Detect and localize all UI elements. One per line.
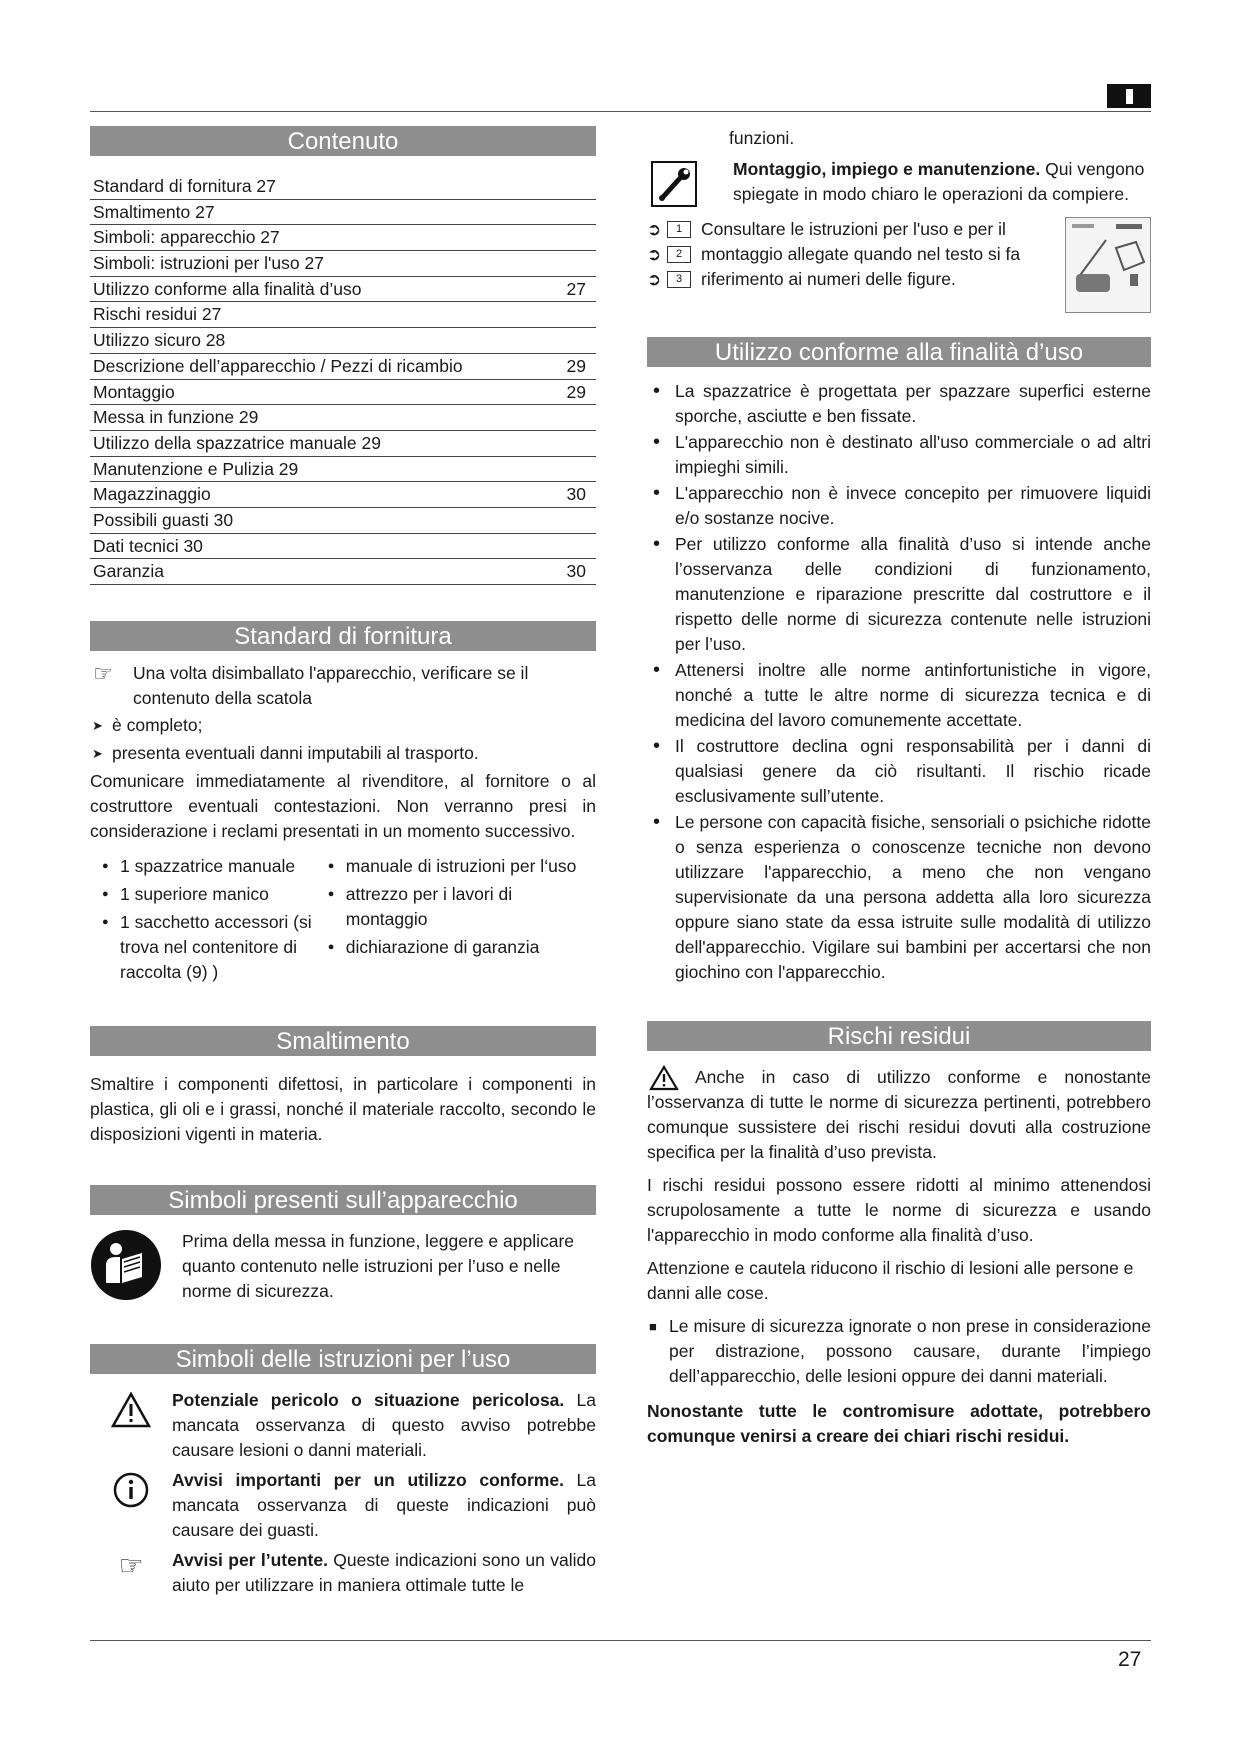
user-symbol-text <box>172 1548 596 1598</box>
device-symbol-row <box>90 1229 596 1308</box>
supply-heading: Standard di fornitura <box>90 621 596 651</box>
figure-reference-text: riferimento ai numeri delle figure. <box>701 269 956 289</box>
supply-items-left <box>102 854 328 988</box>
toc-page: 27 <box>566 278 586 299</box>
toc-label: Magazzinaggio <box>93 484 211 505</box>
list-item: • Attenersi inoltre alle norme antinfortunistiche in vigore, nonché a tutte le altre norme di sicurezza tecnica e di medicina del lavoro comunemente accettate. <box>647 658 1151 733</box>
pointing-hand-icon: ☞ <box>93 661 113 686</box>
supply-check-list <box>90 713 596 766</box>
toc-label: Messa in funzione 29 <box>93 407 259 428</box>
toc-row <box>90 328 596 354</box>
figure-references <box>647 217 1151 313</box>
figure-reference-line <box>647 267 1065 292</box>
arrow-icon: ➲ <box>647 220 662 239</box>
toc-row <box>90 251 596 277</box>
wrench-icon <box>647 157 733 207</box>
danger-text: La mancata osservanza di questo avviso potrebbe causare lesioni o danni materiali. <box>172 1390 596 1460</box>
toc-page <box>586 200 594 225</box>
table-of-contents <box>90 174 596 585</box>
device-symbol-text: Prima della messa in funzione, leggere e applicare quanto contenuto nelle istruzioni per l’uso e nelle norme di sicurezza. <box>182 1231 575 1301</box>
list-item: ● 1 superiore manico <box>102 882 328 907</box>
toc-page: 29 <box>566 355 586 376</box>
assembly-symbol-row <box>647 157 1151 207</box>
manual-thumbnail-image <box>1065 217 1151 313</box>
intended-use-list <box>647 379 1151 985</box>
warning-triangle-icon <box>90 1388 172 1463</box>
figure-reference-line <box>647 217 1065 242</box>
pointing-hand-icon: ☞ <box>118 1550 144 1581</box>
toc-label: Montaggio <box>93 381 175 402</box>
list-item: ➤ è completo; <box>90 713 596 738</box>
user-text: Queste indicazioni sono un valido aiuto per utilizzare in maniera ottimale tutte le <box>172 1550 596 1595</box>
toc-row <box>90 431 596 457</box>
assembly-text: Qui vengono spiegate in modo chiaro le operazioni da compiere. <box>733 159 1145 204</box>
toc-label: Possibili guasti 30 <box>93 509 234 530</box>
supply-intro-text: Una volta disimballato l'apparecchio, verificare se il contenuto della scatola <box>133 663 529 708</box>
toc-page: 30 <box>566 561 586 582</box>
toc-label: Utilizzo sicuro 28 <box>93 330 226 351</box>
toc-page <box>586 534 594 559</box>
list-item: • La spazzatrice è progettata per spazzare superfici esterne sporche, asciutte e ben fissate. <box>647 379 1151 429</box>
toc-page <box>586 225 594 250</box>
toc-label: Smaltimento 27 <box>93 201 215 222</box>
residual-risks-bold-note: Nonostante tutte le contromisure adottate, potrebbero comunque venirsi a creare dei chiari rischi residui. <box>647 1401 1151 1446</box>
toc-page <box>586 457 594 482</box>
danger-bold: Potenziale pericolo o situazione pericolosa. <box>172 1390 565 1410</box>
toc-row <box>90 277 596 303</box>
arrow-icon: ➲ <box>647 245 662 264</box>
assembly-symbol-text <box>733 157 1151 207</box>
toc-label: Manutenzione e Pulizia 29 <box>93 458 299 479</box>
list-item: ➤ presenta eventuali danni imputabili al trasporto. <box>90 741 596 766</box>
list-item: ● dichiarazione di garanzia <box>328 935 596 960</box>
toc-page: 30 <box>566 484 586 505</box>
figure-reference-line <box>647 242 1065 267</box>
toc-page: 29 <box>566 381 586 402</box>
residual-risks-square-bullet <box>647 1314 1151 1389</box>
device-symbols-heading: Simboli presenti sull’apparecchio <box>90 1185 596 1215</box>
residual-risks-p3: Attenzione e cautela riducono il rischio di lesioni alle persone e danni alle cose. <box>647 1258 1134 1303</box>
list-item: • Per utilizzo conforme alla finalità d’uso si intende anche l’osservanza delle condizioni di funzionamento, manutenzione e riparazione prescritte dal costruttore e il rispetto delle norme di sicurezza contenute nelle istruzioni per l’uso. <box>647 532 1151 657</box>
toc-row <box>90 302 596 328</box>
toc-row <box>90 225 596 251</box>
toc-page <box>586 174 594 199</box>
toc-row <box>90 174 596 200</box>
danger-symbol-row <box>90 1388 596 1463</box>
supply-items-right <box>328 854 596 988</box>
language-badge <box>1107 84 1151 108</box>
toc-label: Utilizzo della spazzatrice manuale 29 <box>93 432 381 453</box>
toc-label: Standard di fornitura 27 <box>93 176 276 196</box>
info-symbol-text <box>172 1468 596 1543</box>
right-column <box>647 126 1151 1449</box>
toc-page <box>586 405 594 430</box>
intended-use-heading: Utilizzo conforme alla finalità d’uso <box>647 337 1151 367</box>
left-column <box>90 126 596 1603</box>
user-symbol-row <box>90 1548 596 1598</box>
square-bullet-text: Le misure di sicurezza ignorate o non prese in considerazione per distrazione, possono causare, durante l’impiego dell’apparecchio, delle lesioni oppure dei danni materiali. <box>669 1316 1151 1386</box>
residual-risks-text: Anche in caso di utilizzo conforme e nonostante l’osservanza di tutte le norme di sicurezza pertinenti, potrebbero comunque sussistere dei rischi residui dovuti alla costruzione specifica per la finalità d’uso prevista. <box>647 1067 1151 1162</box>
list-item: • L'apparecchio non è destinato all'uso commerciale o ad altri impieghi simili. <box>647 430 1151 480</box>
info-symbol-row <box>90 1468 596 1543</box>
toc-label: Rischi residui 27 <box>93 304 222 325</box>
figure-number: 1 <box>667 221 691 238</box>
toc-row <box>90 508 596 534</box>
user-bold: Avvisi per l’utente. <box>172 1550 328 1570</box>
warning-triangle-icon <box>649 1065 679 1098</box>
footer-rule <box>90 1640 1151 1641</box>
assembly-bold: Montaggio, impiego e manutenzione. <box>733 159 1041 179</box>
contents-heading: Contenuto <box>90 126 596 156</box>
figure-number: 3 <box>667 271 691 288</box>
toc-row <box>90 534 596 560</box>
residual-risks-p2: I rischi residui possono essere ridotti al minimo attenendosi scrupolosamente a tutte le norme di sicurezza e usando l'apparecchio in modo conforme alla finalità d’uso. <box>647 1175 1151 1245</box>
toc-page <box>586 431 594 456</box>
toc-row <box>90 405 596 431</box>
arrow-icon: ➲ <box>647 270 662 289</box>
toc-row <box>90 354 596 380</box>
toc-page <box>586 508 594 533</box>
manual-symbols-heading: Simboli delle istruzioni per l’uso <box>90 1344 596 1374</box>
list-item: ● 1 sacchetto accessori (si trova nel contenitore di raccolta (9) ) <box>102 910 328 985</box>
toc-label: Dati tecnici 30 <box>93 535 203 556</box>
manual-symbols-list <box>90 1388 596 1598</box>
list-item: ● 1 spazzatrice manuale <box>102 854 328 879</box>
toc-row <box>90 482 596 508</box>
user-text-continued: funzioni. <box>729 128 795 148</box>
toc-row <box>90 380 596 406</box>
disposal-heading: Smaltimento <box>90 1026 596 1056</box>
toc-row <box>90 457 596 483</box>
toc-label: Utilizzo conforme alla finalità d’uso <box>93 278 362 299</box>
figure-reference-text: montaggio allegate quando nel testo si fa <box>701 244 1021 264</box>
disposal-text: Smaltire i componenti difettosi, in particolare i componenti in plastica, gli oli e i grassi, nonché il materiale raccolto, secondo le disposizioni vigenti in materia. <box>90 1074 596 1144</box>
toc-label: Descrizione dell’apparecchio / Pezzi di ricambio <box>93 355 463 376</box>
figure-number: 2 <box>667 246 691 263</box>
toc-page <box>586 251 594 276</box>
list-item: ● manuale di istruzioni per l‘uso <box>328 854 596 879</box>
list-item: ● attrezzo per i lavori di montaggio <box>328 882 596 932</box>
toc-label: Simboli: apparecchio 27 <box>93 227 280 248</box>
supply-note: Comunicare immediatamente al rivenditore, al fornitore o al costruttore eventuali contestazioni. Non verranno presi in considerazione i reclami presentati in un momento successivo. <box>90 771 596 841</box>
figure-reference-lines <box>647 217 1065 313</box>
page-number: 27 <box>1118 1648 1142 1671</box>
info-text: La mancata osservanza di queste indicazioni può causare dei guasti. <box>172 1470 596 1540</box>
list-item: • L'apparecchio non è invece concepito per rimuovere liquidi e/o sostanze nocive. <box>647 481 1151 531</box>
supply-items <box>90 854 596 988</box>
toc-row <box>90 200 596 226</box>
toc-row <box>90 559 596 585</box>
toc-label: Simboli: istruzioni per l'uso 27 <box>93 253 324 274</box>
read-manual-icon <box>90 1229 182 1308</box>
info-bold: Avvisi importanti per un utilizzo conforme. <box>172 1470 564 1490</box>
info-icon <box>90 1468 172 1543</box>
residual-risks-p1 <box>647 1065 1151 1165</box>
header-rule <box>90 111 1151 112</box>
supply-intro <box>90 661 596 711</box>
figure-reference-text: Consultare le istruzioni per l'uso e per il <box>701 219 1006 239</box>
toc-page <box>586 302 594 327</box>
residual-risks-heading: Rischi residui <box>647 1021 1151 1051</box>
list-item: • Il costruttore declina ogni responsabilità per i danni di qualsiasi genere da ciò risultanti. Il rischio ricade esclusivamente sull’utente. <box>647 734 1151 809</box>
danger-symbol-text <box>172 1388 596 1463</box>
toc-page <box>586 328 594 353</box>
toc-label: Garanzia <box>93 561 165 582</box>
square-bullet-icon: ■ <box>649 1319 657 1334</box>
list-item: • Le persone con capacità fisiche, sensoriali o psichiche ridotte o senza esperienza o conoscenze tecniche non devono utilizzare l'apparecchio, a meno che non vengano supervisionate da una persona addetta alla loro sicurezza oppure siano state da essa istruite sulle modalità di utilizzo dell'apparecchio. Vigilare sui bambini per accertarsi che non giochino con l'apparecchio. <box>647 810 1151 985</box>
